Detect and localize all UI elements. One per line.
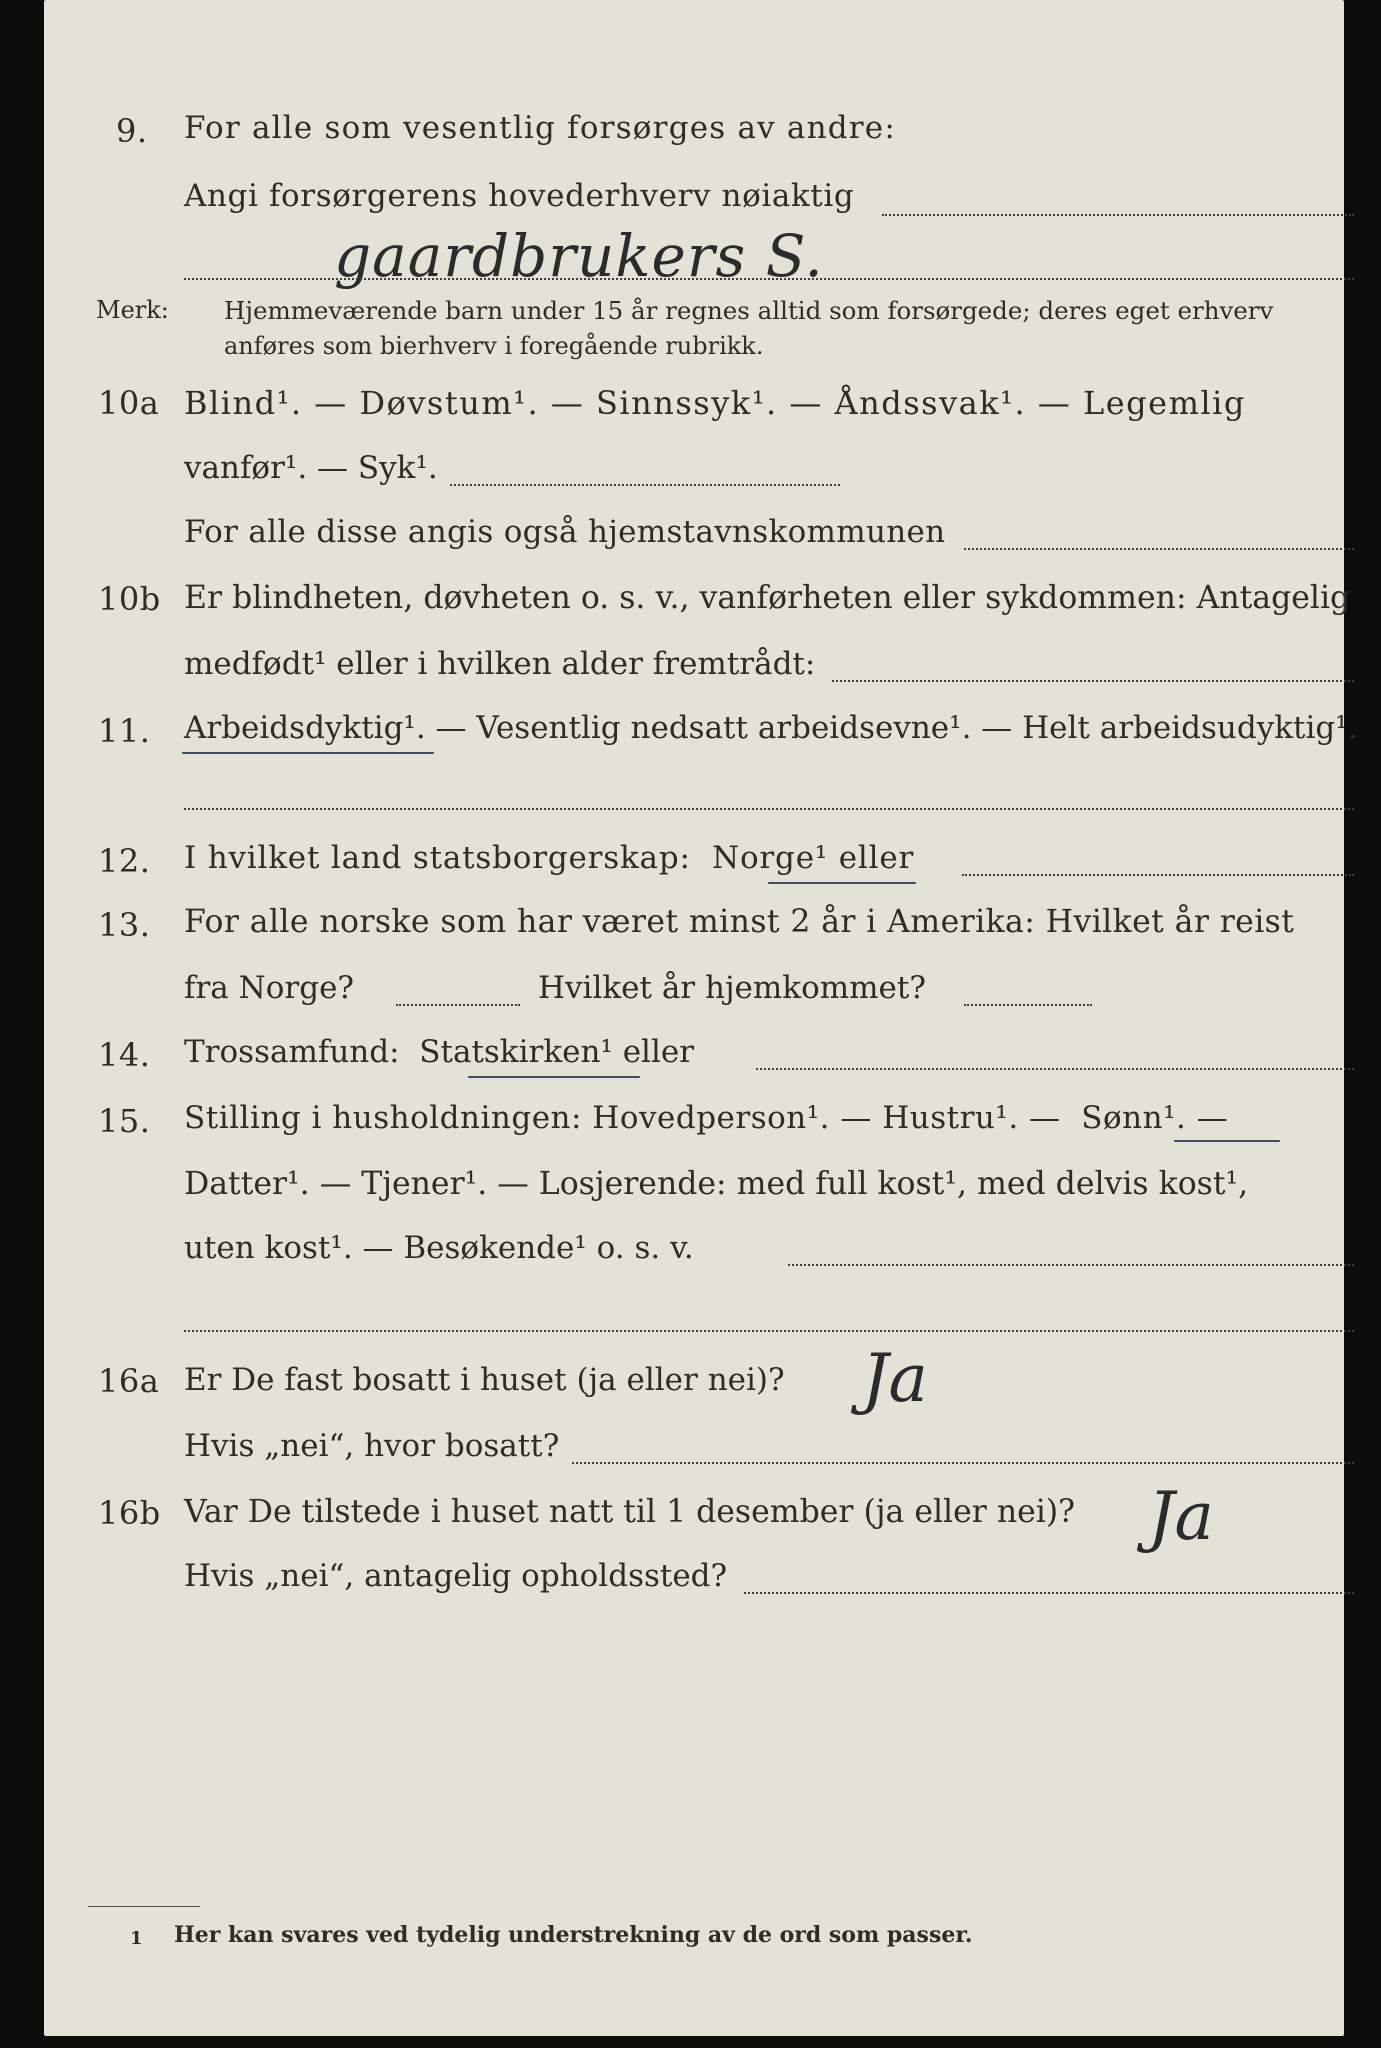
q14-option-statskirken[interactable]: Statskirken	[419, 1034, 601, 1070]
q16b-line1: Var De tilstede i huset natt til 1 desember (ja eller nei)?	[184, 1494, 1076, 1530]
q10a-hjemstavn-line	[964, 548, 1354, 550]
q11-answer-line	[184, 808, 1354, 810]
q12-number: 12.	[98, 842, 151, 880]
q9-answer-line-2	[184, 278, 1354, 280]
q11-rest: ¹. — Vesentlig nedsatt arbeidsevne¹. — Helt arbeidsudyktig¹.	[403, 710, 1358, 746]
q14-answer-line	[756, 1068, 1354, 1070]
q10a-answer-line	[450, 484, 840, 486]
q9-handwritten-answer: gaardbrukers S.	[334, 222, 824, 290]
q16b-handwritten-answer: Ja	[1148, 1478, 1214, 1555]
q15-answer-line-2	[184, 1330, 1354, 1332]
q12-pre: I hvilket land statsborgerskap:	[184, 840, 691, 876]
q16a-number: 16a	[98, 1362, 160, 1400]
q10b-line1: Er blindheten, døvheten o. s. v., vanførheten eller sykdommen: Antagelig	[184, 580, 1351, 616]
q12-answer-line	[962, 874, 1354, 876]
q15-answer-line-1	[788, 1264, 1354, 1266]
q12-option-norge[interactable]: Norge	[712, 840, 815, 876]
footnote-rule	[88, 1906, 200, 1907]
q13-line2a: fra Norge?	[184, 970, 355, 1006]
q11-number: 11.	[98, 712, 151, 750]
q9-number: 9.	[116, 112, 148, 150]
merk-line2: anføres som bierhverv i foregående rubrikk.	[224, 332, 764, 360]
q16b-line2: Hvis „nei“, antagelig opholdssted?	[184, 1558, 728, 1594]
q9-line1: For alle som vesentlig forsørges av andre:	[184, 110, 896, 146]
q15-line1	[184, 1100, 1228, 1136]
q15-line1b: ¹. —	[1163, 1100, 1229, 1136]
q12-text	[184, 840, 914, 876]
q14-number: 14.	[98, 1036, 151, 1074]
q13-line1: For alle norske som har været minst 2 år i Amerika: Hvilket år reist	[184, 904, 1295, 940]
q13-line2b: Hvilket år hjemkommet?	[538, 970, 926, 1006]
q14-underline-marking	[468, 1076, 640, 1078]
q15-line1a: Stilling i husholdningen: Hovedperson¹. — Hustru¹. —	[184, 1100, 1061, 1136]
q16a-handwritten-answer: Ja	[862, 1340, 928, 1417]
q10b-line2: medfødt¹ eller i hvilken alder fremtrådt:	[184, 646, 816, 682]
merk-line1: Hjemmeværende barn under 15 år regnes alltid som forsørgede; deres eget erhverv	[224, 296, 1274, 325]
q10a-line1: Blind¹. — Døvstum¹. — Sinnssyk¹. — Åndssvak¹. — Legemlig	[184, 384, 1246, 422]
q14-text	[184, 1034, 694, 1070]
q15-option-sonn[interactable]: Sønn	[1081, 1100, 1164, 1136]
q13-reist-line	[396, 1004, 520, 1006]
q16a-line1: Er De fast bosatt i huset (ja eller nei)?	[184, 1362, 785, 1398]
q10a-number: 10a	[98, 384, 160, 422]
q10a-line2: vanfør¹. — Syk¹.	[184, 450, 438, 486]
q16a-answer-line	[572, 1462, 1354, 1464]
q9-line2: Angi forsørgerens hovederhverv nøiaktig	[184, 178, 855, 214]
q10b-answer-line	[832, 680, 1354, 682]
merk-label: Merk:	[96, 296, 169, 324]
q9-answer-line-1	[882, 214, 1354, 216]
footnote-mark: 1	[130, 1928, 143, 1949]
q11-text	[184, 710, 1358, 746]
q16a-line2: Hvis „nei“, hvor bosatt?	[184, 1428, 560, 1464]
q14-post: ¹ eller	[600, 1034, 695, 1070]
q13-hjemkommet-line	[964, 1004, 1092, 1006]
q15-line3: uten kost¹. — Besøkende¹ o. s. v.	[184, 1230, 694, 1266]
census-form-page	[44, 0, 1358, 2036]
q14-pre: Trossamfund:	[184, 1034, 400, 1070]
q11-underline-marking	[182, 752, 434, 754]
q15-line2: Datter¹. — Tjener¹. — Losjerende: med full kost¹, med delvis kost¹,	[184, 1166, 1249, 1202]
q15-underline-marking	[1174, 1140, 1280, 1142]
q12-post: ¹ eller	[814, 840, 915, 876]
q16b-answer-line	[744, 1592, 1354, 1594]
q13-number: 13.	[98, 906, 151, 944]
q11-option-arbeidsdyktig[interactable]: Arbeidsdyktig	[184, 710, 404, 746]
q16b-number: 16b	[98, 1494, 161, 1532]
footnote-text: Her kan svares ved tydelig understrekning av de ord som passer.	[174, 1922, 973, 1948]
q12-underline-marking	[768, 882, 916, 884]
q10b-number: 10b	[98, 580, 161, 618]
q10a-line3: For alle disse angis også hjemstavnskommunen	[184, 514, 946, 550]
q15-number: 15.	[98, 1102, 151, 1140]
